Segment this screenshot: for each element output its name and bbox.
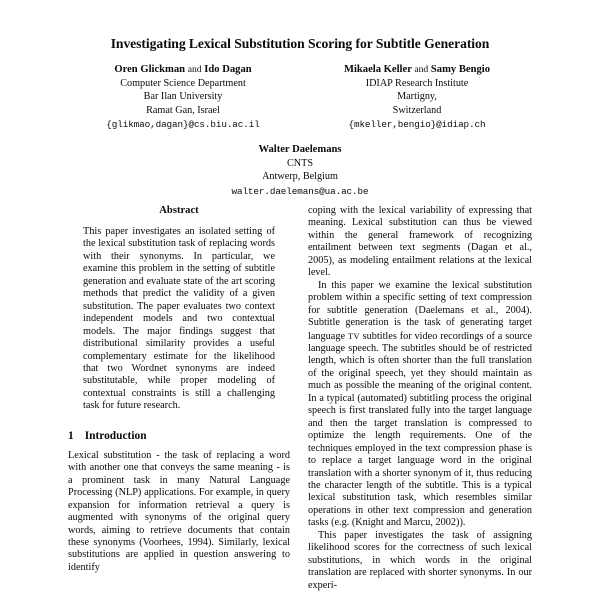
affiliation-line: Bar Ilan University xyxy=(143,91,223,103)
paragraph-part: subtitles for video recordings of a source language speech. The subtitles should be of restricted length, which is often shorter than the full translation of the original speech, yet they should maintain as much as possible the meaning of the original content. In a typical (automated) subtitling process the original speech is first translated fully into the target language and then the target translation is compressed to optimize the length requirements. One of the techniques employed in the text compression phase is to replace a target language word in the original translation with a shorter synonym of it, thus reducing the character length of the subtitle. This is a typical lexical substitution task, which resembles similar operations in other text compression and generation tasks (e.g. (Knight and Marcu, 2002)). xyxy=(308,330,532,529)
section-title: Introduction xyxy=(84,429,147,442)
author-names xyxy=(311,63,523,76)
author-groups xyxy=(0,63,600,131)
affiliation-line: Computer Science Department xyxy=(120,77,246,89)
section-number: 1 xyxy=(68,429,74,442)
author-conjunction: and xyxy=(414,64,429,76)
section-heading-introduction xyxy=(68,430,290,442)
author-name: Samy Bengio xyxy=(430,64,491,76)
paragraph: coping with the lexical variability of expressing that meaning. Lexical substitution can thus be viewed within the general framework of recognizing entailment between text segments (Dagan et al., 2005), as modeling entailment relations at the lexical level. xyxy=(308,205,532,279)
affiliation-line: Antwerp, Belgium xyxy=(262,171,338,183)
right-column xyxy=(308,205,532,600)
abstract-heading: Abstract xyxy=(159,205,199,216)
author-group xyxy=(77,63,289,131)
affiliation-line: Switzerland xyxy=(392,104,442,116)
author-email[interactable]: {mkeller,bengio}@idiap.ch xyxy=(348,118,486,130)
paragraph: This paper investigates the task of assigning likelihood scores for the correctness of such lexical substitutions, in which words in the original translation are replaced with shorter synonyms. In our experi- xyxy=(308,529,532,591)
page-title: Investigating Lexical Substitution Scoring for Subtitle Generation xyxy=(110,36,490,51)
affiliation-line: Ramat Gan, Israel xyxy=(146,104,220,116)
author-name: Oren Glickman xyxy=(114,64,186,76)
affiliation-line: Martigny, xyxy=(397,91,437,103)
affiliation-line: CNTS xyxy=(286,157,314,169)
author-group xyxy=(311,63,523,131)
abstract-text: This paper investigates an isolated setting of the lexical substitution task of replacing words with their synonyms. In particular, we examine this problem in the setting of subtitle generation and evaluate state of the art scoring methods that predict the validity of a given substitution. The paper evaluates two context independent models and two contextual models. The major findings suggest that distributional similarity provides a useful complementary estimate for the likelihood that two Wordnet synonyms are indeed substitutable, while proper modeling of contextual constraints is still a challenging task for future research. xyxy=(83,226,275,412)
paragraph-part: In this paper we examine the lexical substitution problem within a specific setting of text compression for subtitle generation (Daelemans et al., 2004). Subtitle generation is the task of generating target language xyxy=(308,279,532,342)
abstract-section xyxy=(83,205,275,413)
left-column xyxy=(68,205,290,600)
author-email[interactable]: walter.daelemans@ua.ac.be xyxy=(231,185,369,197)
author-name: Walter Daelemans xyxy=(258,144,342,156)
body-columns xyxy=(0,205,600,600)
paragraph: Lexical substitution - the task of replacing a word with another one that conveys the same meaning - is a prominent task in many Natural Language Processing (NLP) applications. For example, in query expansion for information retrieval a query is augmented with synonyms of the original query words, aiming to retrieve documents that contain these synonyms (Voorhees, 1994). Similarly, lexical substitutions are applied in question answering to identify xyxy=(68,449,290,573)
paragraph xyxy=(308,280,532,530)
author-names xyxy=(77,63,289,76)
small-caps-term: TV xyxy=(347,330,360,341)
author-group-solo xyxy=(0,143,600,198)
author-conjunction: and xyxy=(187,64,202,76)
author-email[interactable]: {glikmao,dagan}@cs.biu.ac.il xyxy=(106,118,260,130)
author-name: Ido Dagan xyxy=(204,64,252,76)
author-name: Mikaela Keller xyxy=(343,64,412,76)
affiliation-line: IDIAP Research Institute xyxy=(365,77,469,89)
